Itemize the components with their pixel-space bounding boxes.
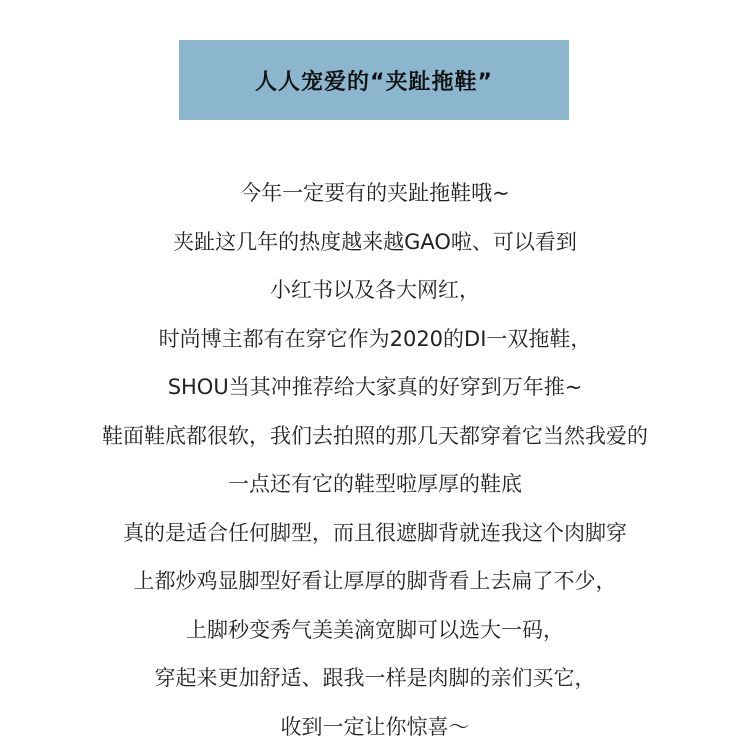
page-title: 人人宠爱的“夹趾拖鞋” — [255, 69, 493, 95]
text-line: 穿起来更加舒适、跟我一样是肉脚的亲们买它， — [154, 666, 596, 690]
text-line: 夹趾这几年的热度越来越GAO啦、可以看到 — [173, 229, 577, 254]
title-banner — [179, 40, 569, 120]
text-line: SHOU当其冲推荐给大家真的好穿到万年推~ — [167, 375, 583, 399]
text-line: 上都炒鸡显脚型好看让厚厚的脚背看上去扁了不少， — [133, 569, 617, 593]
text-line: 真的是适合任何脚型，而且很遮脚背就连我这个肉脚穿 — [123, 520, 627, 545]
text-line: 上脚秒变秀气美美滴宽脚可以选大一码， — [186, 617, 564, 642]
text-line: 今年一定要有的夹趾拖鞋哦~ — [240, 181, 510, 205]
text-line: 鞋面鞋底都很软，我们去拍照的那几天都穿着它当然我爱的 — [102, 423, 648, 448]
body-text — [0, 169, 750, 751]
text-line: 收到一定让你惊喜～ — [280, 714, 470, 739]
text-line: 小红书以及各大网红， — [270, 278, 480, 302]
text-line: 一点还有它的鞋型啦厚厚的鞋底 — [228, 472, 522, 496]
text-line: 时尚博主都有在穿它作为2020的DI一双拖鞋， — [158, 326, 592, 351]
